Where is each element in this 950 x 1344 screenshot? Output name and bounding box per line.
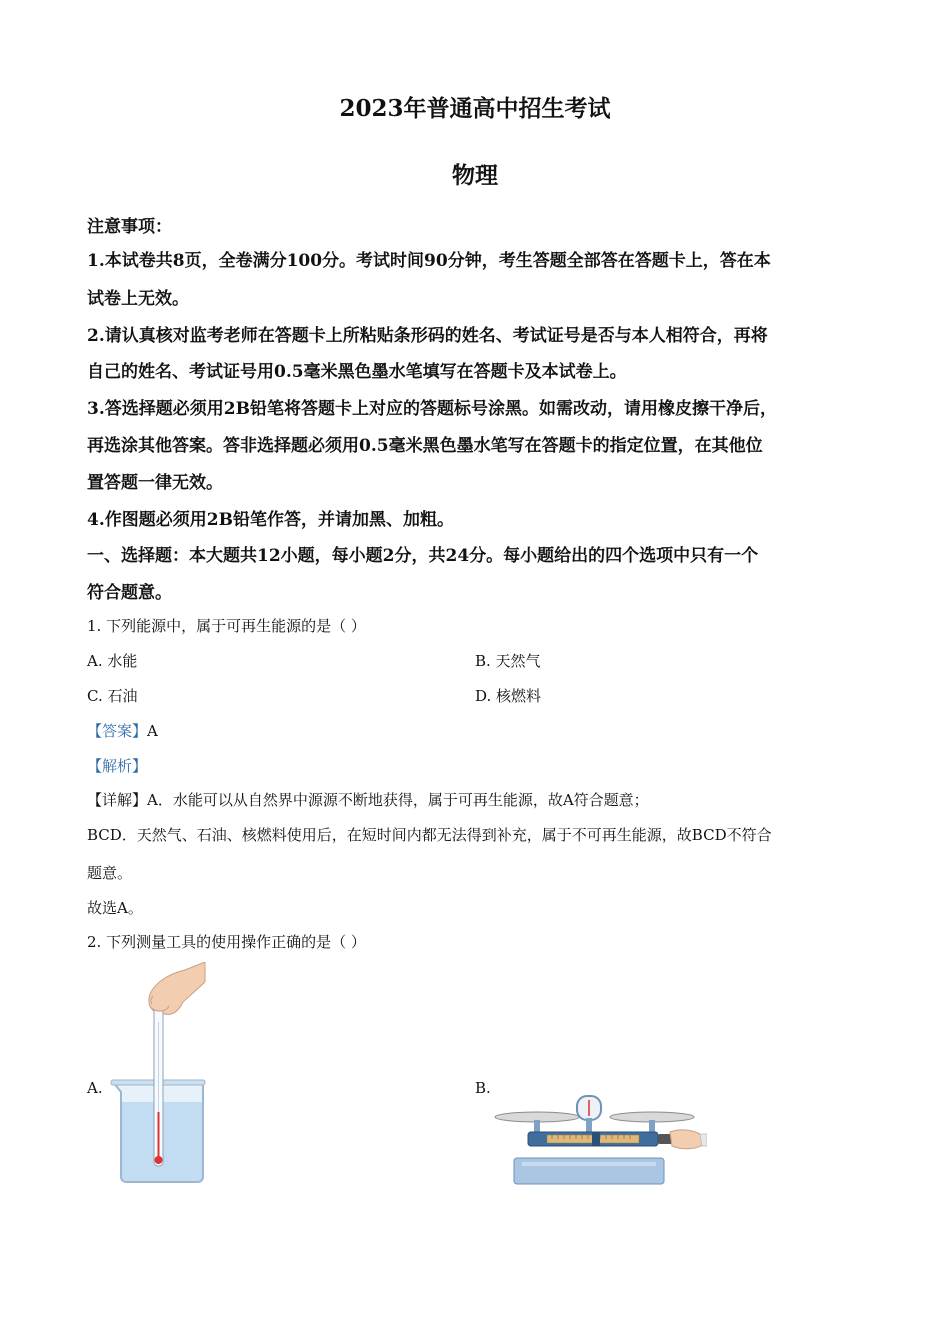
notice-item-2-line-1: 2.请认真核对监考老师在答题卡上所粘贴条形码的姓名、考试证号是否与本人相符合，再将 <box>87 326 768 346</box>
balance-scale-figure <box>492 1088 707 1188</box>
notice-item-3-line-2: 再选涂其他答案。答非选择题必须用0.5毫米黑色墨水笔写在答题卡的指定位置，在其他位 <box>87 436 763 456</box>
thermometer-beaker-figure <box>105 962 215 1187</box>
answer-label: 【答案】 <box>87 722 148 740</box>
q1-analysis-label: 【解析】 <box>87 757 148 775</box>
section-heading-line-2: 符合题意。 <box>87 583 172 603</box>
page-title: 2023年普通高中招生考试 <box>339 95 611 122</box>
q2-option-a-label: A. <box>87 1079 103 1097</box>
notice-item-1-line-2: 试卷上无效。 <box>87 289 189 309</box>
q1-stem: 1. 下列能源中，属于可再生能源的是（ ） <box>87 617 366 635</box>
q1-conclusion: 故选A。 <box>87 899 143 917</box>
notice-item-2-line-2: 自己的姓名、考试证号用0.5毫米黑色墨水笔填写在答题卡及本试卷上。 <box>87 362 627 382</box>
q1-option-d: D. 核燃料 <box>475 687 542 705</box>
detail-label: 【详解】 <box>87 791 148 809</box>
q1-option-c: C. 石油 <box>87 687 138 705</box>
q1-answer <box>87 720 158 741</box>
notice-item-1-line-1: 1.本试卷共8页，全卷满分100分。考试时间90分钟，考生答题全部答在答题卡上，答在本 <box>87 251 771 271</box>
q1-option-a: A. 水能 <box>87 652 138 670</box>
q1-option-b: B. 天然气 <box>475 652 541 670</box>
q1-detail-line-2: BCD．天然气、石油、核燃料使用后，在短时间内都无法得到补充，属于不可再生能源，故BCD不符合 <box>87 826 772 844</box>
subject-title: 物理 <box>452 162 498 189</box>
notice-item-4-line-1: 4.作图题必须用2B铅笔作答，并请加黑、加粗。 <box>87 510 454 530</box>
q1-detail-line-1 <box>87 789 649 810</box>
q2-stem: 2. 下列测量工具的使用操作正确的是（ ） <box>87 933 366 951</box>
section-heading-line-1: 一、选择题：本大题共12小题，每小题2分，共24分。每小题给出的四个选项中只有一个 <box>87 546 759 566</box>
notice-item-3-line-1: 3.答选择题必须用2B铅笔将答题卡上对应的答题标号涂黑。如需改动，请用橡皮擦干净后， <box>87 399 777 419</box>
notice-item-3-line-3: 置答题一律无效。 <box>87 473 223 493</box>
q2-option-b-label: B. <box>475 1079 491 1097</box>
notice-heading: 注意事项： <box>87 217 172 237</box>
q1-detail-line-3: 题意。 <box>87 864 133 882</box>
detail-text: A．水能可以从自然界中源源不断地获得，属于可再生能源，故A符合题意； <box>147 791 649 809</box>
answer-value: A <box>147 722 158 740</box>
